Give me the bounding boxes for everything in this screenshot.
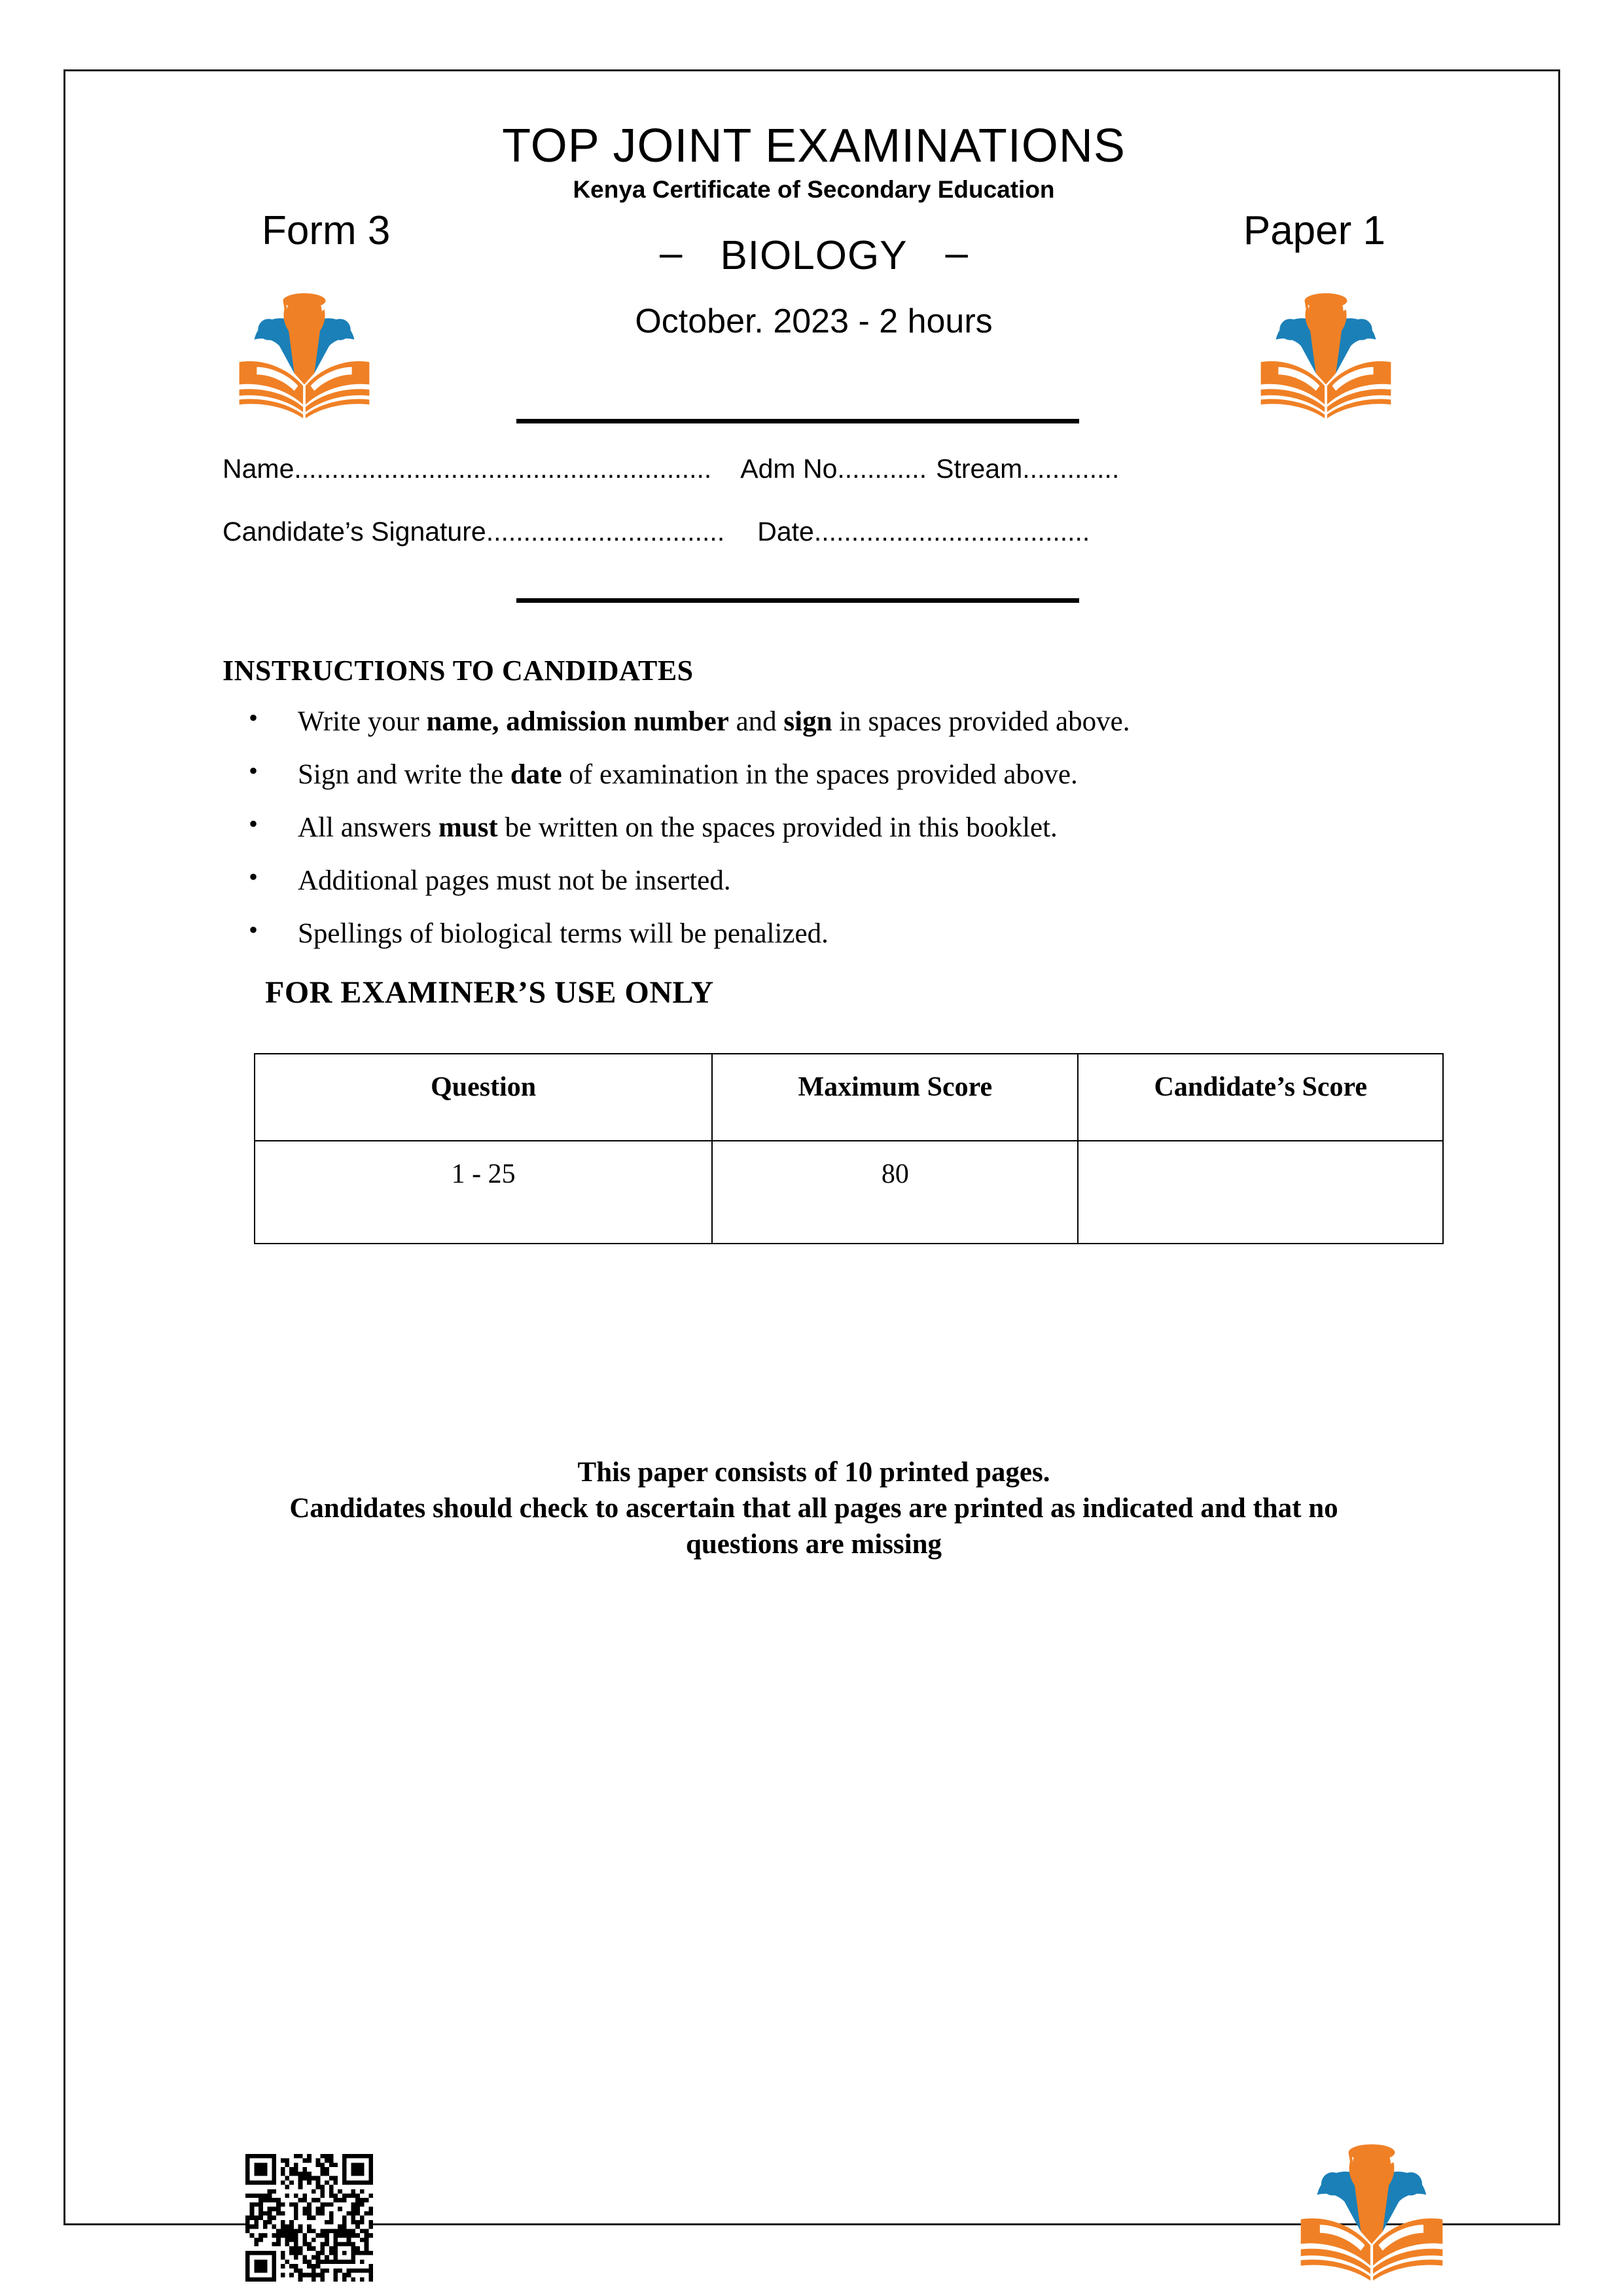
date-input[interactable]: ..................................... (813, 516, 1090, 547)
instruction-text: of examination in the spaces provided above. (562, 759, 1078, 790)
footer-notice-line-3: questions are missing (685, 1529, 942, 1560)
footer-notice (151, 1454, 1477, 1562)
instructions-heading: INSTRUCTIONS TO CANDIDATES (223, 655, 694, 687)
instruction-text: and (728, 706, 784, 737)
instruction-text: in spaces provided above. (832, 706, 1130, 737)
instruction-item (237, 761, 1480, 789)
school-logo (1251, 279, 1401, 420)
table-column-header: Maximum Score (712, 1054, 1078, 1141)
subject-name: BIOLOGY (720, 233, 908, 278)
table-row (255, 1141, 1443, 1244)
signature-input[interactable]: ................................ (486, 516, 725, 547)
table-cell: 1 - 25 (255, 1141, 712, 1244)
signature-label: Candidate’s Signature (223, 516, 486, 547)
instruction-item (237, 814, 1480, 842)
exam-date-duration: October. 2023 - 2 hours (635, 302, 993, 340)
name-input[interactable]: ........................................................ (294, 454, 712, 484)
stream-input[interactable]: ............. (1022, 454, 1120, 484)
instruction-item (237, 867, 1480, 895)
table-column-header: Question (255, 1054, 712, 1141)
exam-subtitle: Kenya Certificate of Secondary Education (573, 176, 1055, 203)
instruction-emphasis: date (510, 759, 562, 790)
instructions-list (237, 708, 1480, 973)
footer-notice-line-2: Candidates should check to ascertain that all pages are printed as indicated and that no (289, 1493, 1338, 1524)
dash-left: – (659, 230, 683, 276)
table-header-row (255, 1054, 1443, 1141)
instruction-emphasis: sign (783, 706, 832, 737)
header-divider-bottom (516, 598, 1079, 603)
date-label: Date (757, 516, 814, 547)
table-column-header: Candidate’s Score (1078, 1054, 1443, 1141)
dash-right: – (945, 230, 969, 276)
footer-notice-line-1: This paper consists of 10 printed pages. (577, 1457, 1050, 1488)
school-logo (229, 279, 380, 420)
form-label: Form 3 (262, 208, 391, 253)
candidate-name-row (65, 454, 1562, 484)
examiner-score-table (254, 1053, 1444, 1244)
instruction-text: Additional pages must not be inserted. (298, 865, 731, 896)
table-cell: 80 (712, 1141, 1078, 1244)
instruction-text: Spellings of biological terms will be penalized. (298, 918, 829, 949)
paper-label: Paper 1 (1243, 208, 1385, 253)
instruction-text: Sign and write the (298, 759, 510, 790)
instruction-text: Write your (298, 706, 427, 737)
candidate-score-cell[interactable] (1078, 1141, 1443, 1244)
instruction-emphasis: name, admission number (426, 706, 729, 737)
name-label: Name (223, 454, 294, 484)
adm-no-input[interactable]: ........... (844, 454, 927, 484)
instruction-text: be written on the spaces provided in this booklet. (497, 812, 1058, 843)
paper-identification-row (65, 207, 1562, 286)
instruction-emphasis: must (438, 812, 498, 843)
adm-no-label: Adm No. (740, 454, 845, 484)
instruction-item (237, 708, 1480, 736)
page-border (63, 69, 1560, 2225)
exam-title: TOP JOINT EXAMINATIONS (502, 120, 1126, 172)
stream-label: Stream (936, 454, 1023, 484)
candidate-signature-row (65, 516, 1562, 547)
examiner-heading: FOR EXAMINER’S USE ONLY (265, 975, 714, 1010)
instruction-item (237, 920, 1480, 948)
table-body (255, 1141, 1443, 1244)
qr-code (245, 2154, 373, 2282)
header-divider-top (516, 419, 1079, 423)
school-logo (1290, 2129, 1454, 2283)
instruction-text: All answers (298, 812, 438, 843)
